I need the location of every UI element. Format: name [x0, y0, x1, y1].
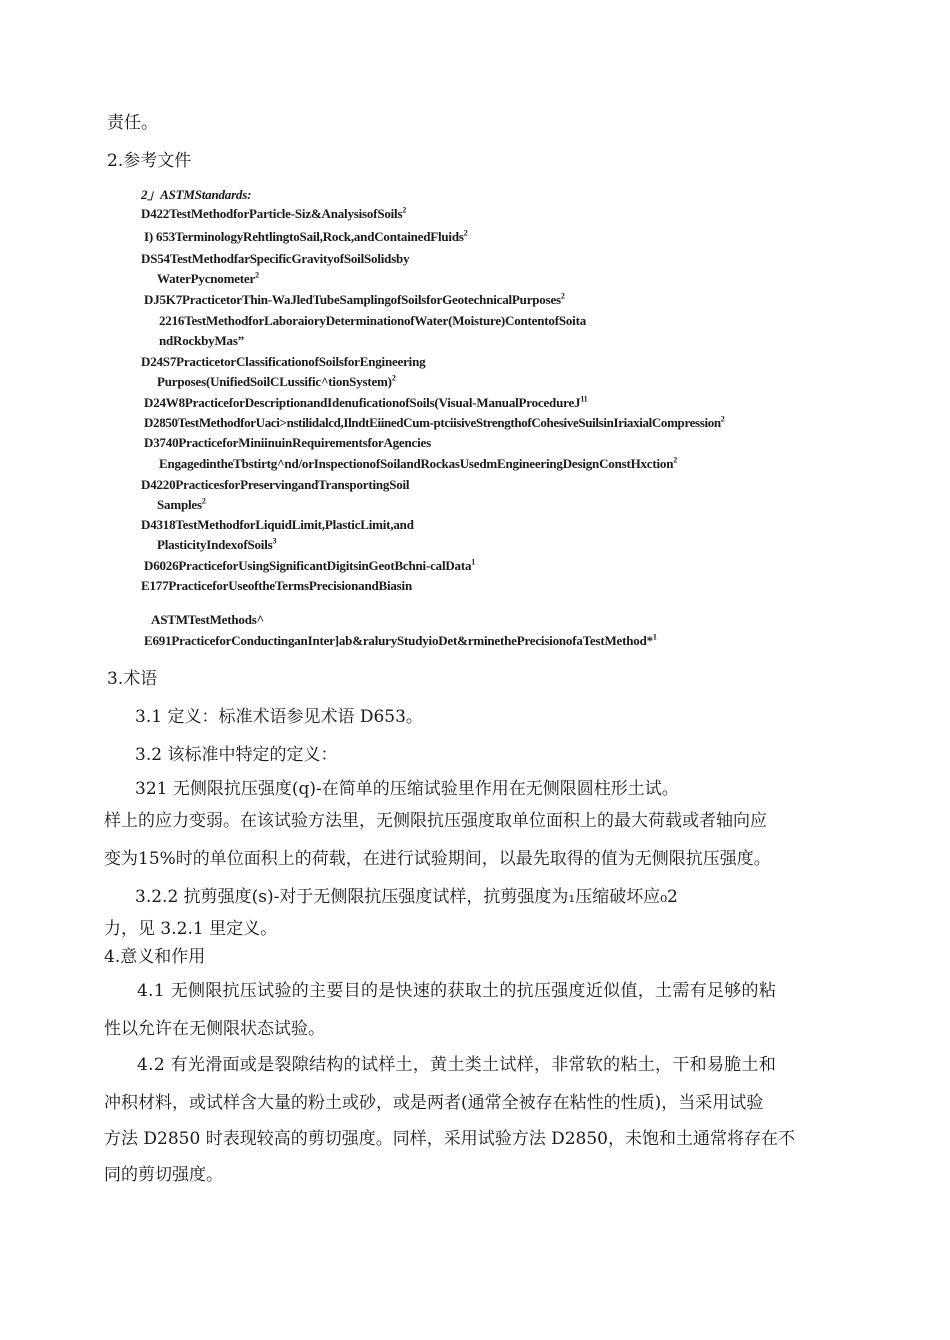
paragraph-3-2-1-line: 321 无侧限抗压强度(q)-在简单的压缩试验里作用在无侧限圆柱形土试。 [135, 779, 679, 799]
heading-references: 2.参考文件 [107, 151, 192, 171]
reference-item: Samples$^2$ [157, 496, 206, 512]
heading-terminology: 3.术语 [107, 669, 158, 689]
paragraph-4-2-line: 冲积材料，或试样含大量的粉土或砂，或是两者(通常全被存在粘性的性质)，当采用试验 [104, 1093, 764, 1113]
heading-significance: 4.意义和作用 [104, 947, 206, 967]
reference-item: 2216TestMethodforLaboraioryDeterminationofWater(Moisture)ContentofSoita [159, 313, 587, 328]
reference-item: D24W8PracticeforDescriptionandIdenuficationofSoils(Visual-ManualProcedureJ$^{11}$ [144, 394, 588, 410]
paragraph-4-1-line: 4.1 无侧限抗压试验的主要目的是快速的获取土的抗压强度近似值，土需有足够的粘 [137, 981, 777, 1001]
reference-item: DJ5K7PracticetorThin-WaJledTubeSamplingofSoilsforGeotechnicalPurposes$^2$ [144, 291, 565, 307]
reference-item: WaterPycnometer$^2$ [157, 270, 259, 286]
reference-item: I) 653TerminologyRehtlingtoSail,Rock,andContainedFluids$^2$ [144, 228, 468, 244]
reference-item: ASTMTestMethods^ [151, 612, 264, 627]
reference-item: D4318TestMethodforLiquidLimit,PlasticLimit,and [141, 517, 414, 532]
paragraph-4-2-line: 同的剪切强度。 [104, 1165, 223, 1185]
paragraph-3-2-2-line: 力，见 3.2.1 里定义。 [104, 919, 278, 939]
reference-item: Purposes(UnifiedSoilCLussific^tionSystem)$^2$ [157, 373, 396, 389]
reference-item: ndRockbyMas” [159, 333, 245, 348]
reference-item: D24S7PracticetorClassificationofSoilsforEngineering [141, 354, 426, 369]
reference-item: D2850TestMethodforUaci>nstilidalcd,IlndtEiinedCum-ptciisiveStrengthofCohesiveSuilsinIriaxialCompression$^2$ [144, 414, 725, 430]
paragraph-4-2-line: 4.2 有光滑面或是裂隙结构的试样土，黄土类土试样，非常软的粘土，干和易脆土和 [137, 1055, 777, 1075]
paragraph-4-1-line: 性以允许在无侧限状态试验。 [104, 1019, 325, 1039]
paragraph-4-2-line: 方法 D2850 时表现较高的剪切强度。同样，采用试验方法 D2850，未饱和土通常将存在不 [104, 1129, 795, 1149]
reference-item: E177PracticeforUseoftheTermsPrecisionandBiasin [141, 578, 412, 593]
paragraph-3-2-1-line: 样上的应力变弱。在该试验方法里，无侧限抗压强度取单位面积上的最大荷载或者轴向应 [104, 811, 767, 831]
text-line-responsibility: 责任。 [107, 113, 158, 133]
paragraph-3-1: 3.1 定义：标准术语参见术语 D653。 [135, 707, 423, 727]
reference-item: D3740PracticeforMiniinuinRequirementsforAgencies [144, 435, 431, 450]
reference-item: D6026PracticeforUsingSignificantDigitsinGeotBchni-calData$^1$ [144, 557, 476, 573]
reference-item: EngagedintheTbstirtg^nd/orInspectionofSoilandRockasUsedmEngineeringDesignConstHxction$^2$ [159, 455, 678, 471]
reference-item: E691PracticeforConductinganInter]ab&raluryStudyioDet&rminethePrecisionofaTestMethod*$^1$ [144, 632, 657, 648]
ref-intro: 2」ASTMStandards: [141, 187, 252, 202]
paragraph-3-2-2-line: 3.2.2 抗剪强度(s)-对于无侧限抗压强度试样，抗剪强度为₁压缩破坏应₀2 [135, 887, 678, 907]
reference-item: D422TestMethodforParticle-Siz&AnalysisofSoils$^2$ [141, 205, 407, 221]
reference-item: D4220PracticesforPreservingandTransportingSoil [141, 477, 410, 492]
reference-item: PlasticityIndexofSoils$^3$ [157, 536, 277, 552]
paragraph-3-2-1-line: 变为15%时的单位面积上的荷载，在进行试验期间，以最先取得的值为无侧限抗压强度。 [104, 849, 771, 869]
reference-item: DS54TestMethodfarSpecificGravityofSoilSolidsby [141, 251, 410, 266]
paragraph-3-2: 3.2 该标准中特定的定义： [135, 745, 338, 765]
